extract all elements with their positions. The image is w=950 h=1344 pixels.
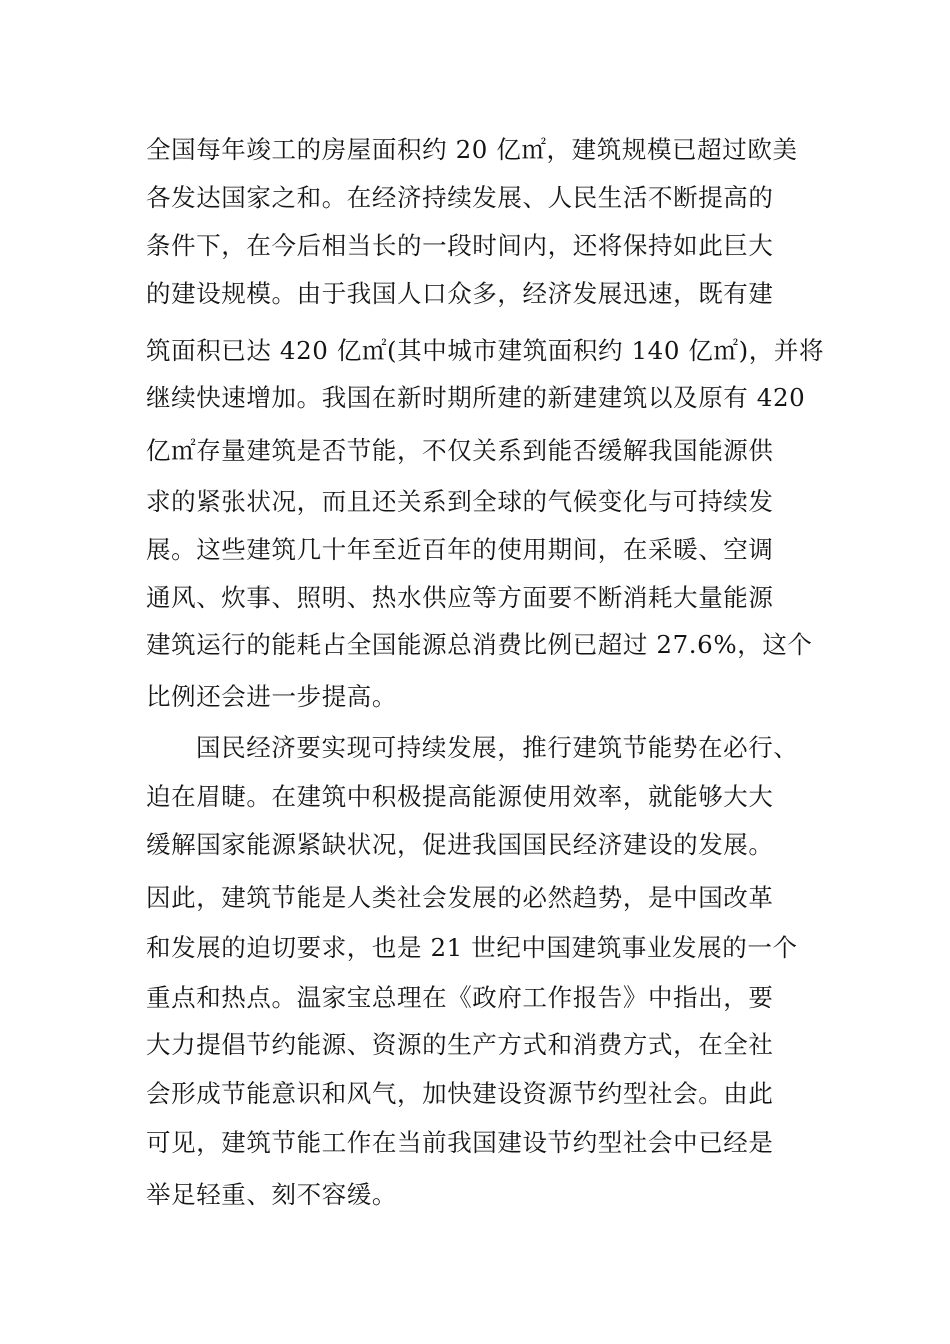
paragraph-1-line-1: 全国每年竣工的房屋面积约 20 亿㎡，建筑规模已超过欧美 bbox=[146, 135, 798, 164]
paragraph-1-line-9: 展。这些建筑几十年至近百年的使用期间，在采暖、空调 bbox=[146, 535, 774, 564]
paragraph-2-line-3: 缓解国家能源紧缺状况，促进我国国民经济建设的发展。 bbox=[146, 830, 774, 859]
paragraph-2-line-9: 可见，建筑节能工作在当前我国建设节约型社会中已经是 bbox=[146, 1128, 774, 1157]
paragraph-2-line-5: 和发展的迫切要求，也是 21 世纪中国建筑事业发展的一个 bbox=[146, 933, 798, 962]
paragraph-1-line-4: 的建设规模。由于我国人口众多，经济发展迅速，既有建 bbox=[146, 279, 774, 308]
paragraph-2-line-1: 国民经济要实现可持续发展，推行建筑节能势在必行、 bbox=[196, 733, 799, 762]
paragraph-1-line-10: 通风、炊事、照明、热水供应等方面要不断消耗大量能源 bbox=[146, 583, 774, 612]
paragraph-2-line-7: 大力提倡节约能源、资源的生产方式和消费方式，在全社 bbox=[146, 1030, 774, 1059]
paragraph-1-line-8: 求的紧张状况，而且还关系到全球的气候变化与可持续发 bbox=[146, 487, 774, 516]
paragraph-2-line-8: 会形成节能意识和风气，加快建设资源节约型社会。由此 bbox=[146, 1079, 774, 1108]
paragraph-1-line-7: 亿㎡存量建筑是否节能，不仅关系到能否缓解我国能源供 bbox=[146, 436, 774, 465]
paragraph-1-line-11: 建筑运行的能耗占全国能源总消费比例已超过 27.6%，这个 bbox=[146, 630, 813, 659]
paragraph-1-line-5: 筑面积已达 420 亿㎡(其中城市建筑面积约 140 亿㎡)，并将 bbox=[146, 336, 825, 365]
paragraph-2-line-10: 举足轻重、刻不容缓。 bbox=[146, 1180, 397, 1209]
paragraph-2-line-4: 因此，建筑节能是人类社会发展的必然趋势，是中国改革 bbox=[146, 883, 774, 912]
paragraph-2-line-2: 迫在眉睫。在建筑中积极提高能源使用效率，就能够大大 bbox=[146, 782, 774, 811]
paragraph-1-line-12: 比例还会进一步提高。 bbox=[146, 682, 397, 711]
paragraph-1-line-6: 继续快速增加。我国在新时期所建的新建建筑以及原有 420 bbox=[146, 383, 806, 412]
paragraph-2-line-6: 重点和热点。温家宝总理在《政府工作报告》中指出，要 bbox=[146, 983, 774, 1012]
paragraph-1-line-2: 各发达国家之和。在经济持续发展、人民生活不断提高的 bbox=[146, 183, 774, 212]
paragraph-1-line-3: 条件下，在今后相当长的一段时间内，还将保持如此巨大 bbox=[146, 231, 774, 260]
